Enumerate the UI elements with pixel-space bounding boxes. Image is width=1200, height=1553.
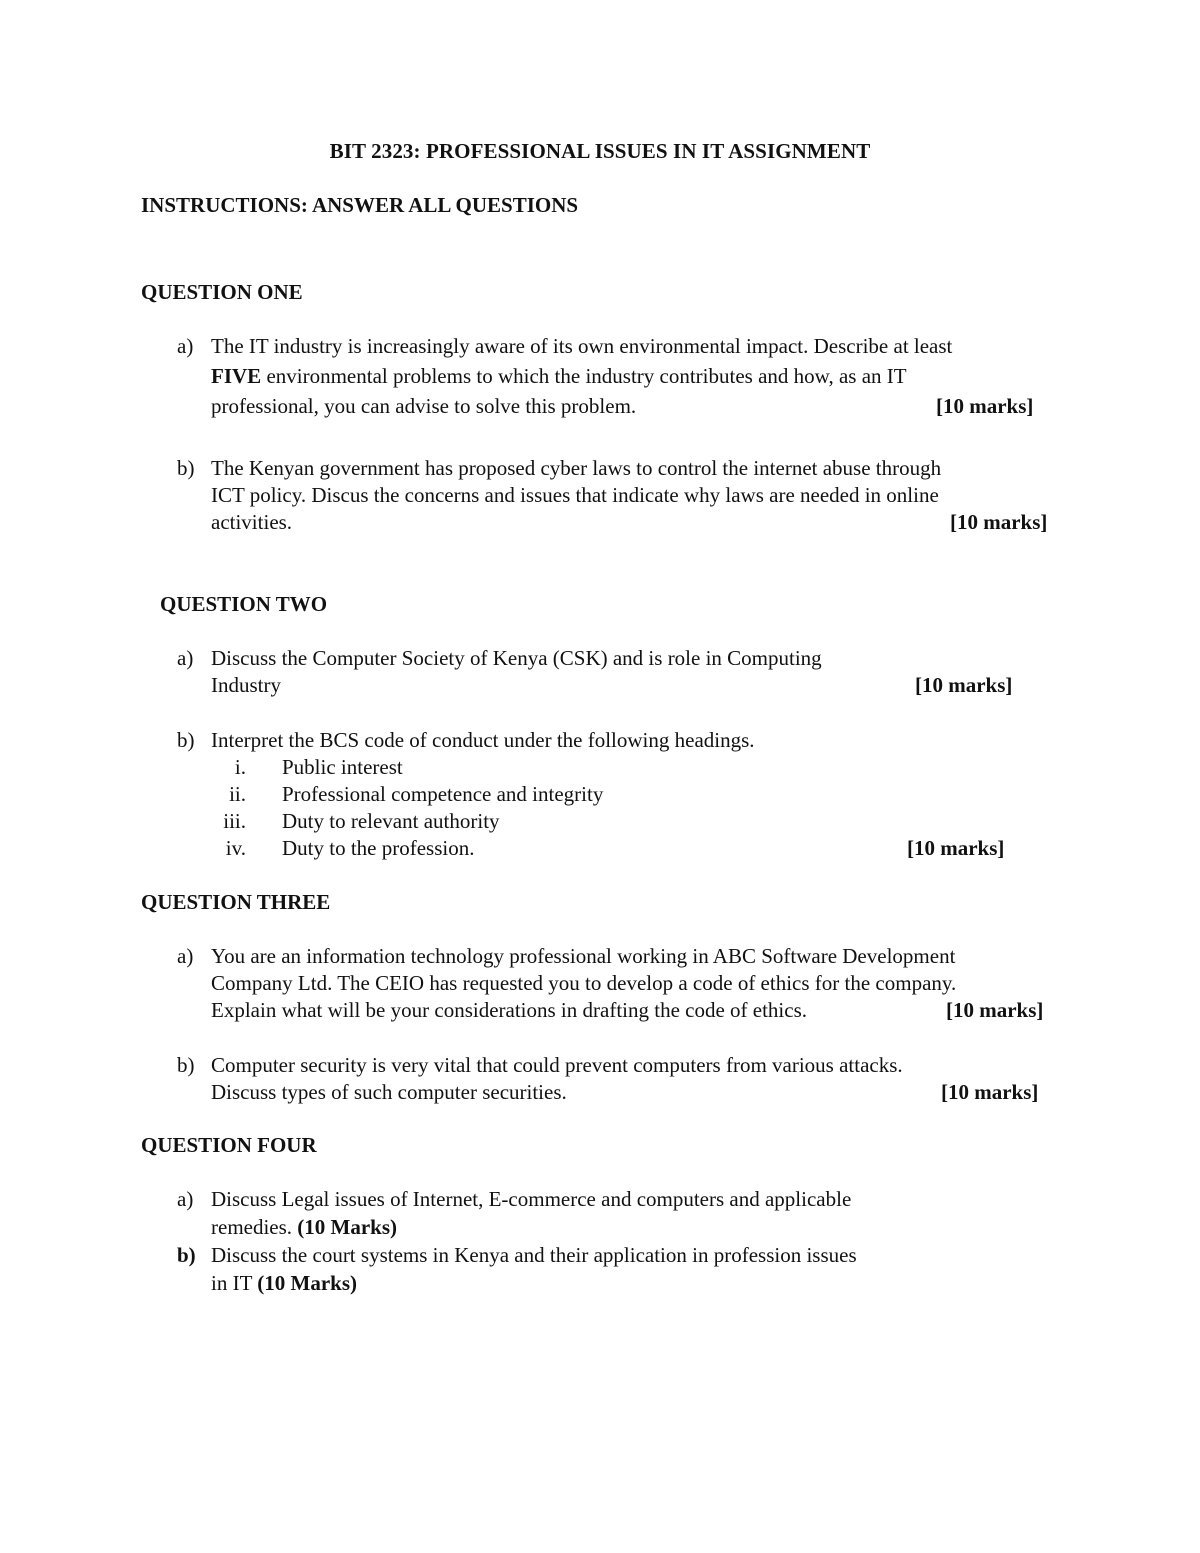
q3b-line2: Discuss types of such computer securities. <box>211 1080 567 1104</box>
q3b-line1: Computer security is very vital that could prevent computers from various attacks. <box>211 1053 903 1077</box>
q1a-letter: a) <box>177 334 194 358</box>
q1a-line2-rest: environmental problems to which the industry contributes and how, as an IT <box>261 364 907 388</box>
q2b-letter: b) <box>177 728 195 752</box>
q2b-item-num: i. <box>234 755 246 779</box>
question-one-heading: QUESTION ONE <box>141 280 303 304</box>
instructions: INSTRUCTIONS: ANSWER ALL QUESTIONS <box>141 193 579 217</box>
question-four-heading: QUESTION FOUR <box>141 1133 317 1157</box>
q4b-marks: (10 Marks) <box>257 1271 358 1295</box>
q1b-line2: ICT policy. Discus the concerns and issues that indicate why laws are needed in online <box>211 483 939 507</box>
q2b-item-num: iv. <box>225 836 246 860</box>
q4b-line2 <box>211 1271 357 1296</box>
q1a-line1: The IT industry is increasingly aware of its own environmental impact. Describe at least <box>211 334 953 358</box>
q1a-line2 <box>211 364 907 389</box>
q2a-line1: Discuss the Computer Society of Kenya (CSK) and is role in Computing <box>211 646 822 670</box>
q4b-line2-text: in IT <box>211 1271 258 1295</box>
q2b-item-text: Public interest <box>282 755 403 779</box>
q4a-line1: Discuss Legal issues of Internet, E-commerce and computers and applicable <box>211 1187 852 1211</box>
q4b-letter: b) <box>177 1243 196 1267</box>
q3b-letter: b) <box>177 1053 195 1077</box>
q4a-line2-text: remedies. <box>211 1215 298 1239</box>
q3a-marks: [10 marks] <box>946 998 1044 1022</box>
q3b-marks: [10 marks] <box>941 1080 1039 1104</box>
q1b-line1: The Kenyan government has proposed cyber laws to control the internet abuse through <box>211 456 942 480</box>
q4a-line2 <box>211 1215 397 1240</box>
q3a-line1: You are an information technology professional working in ABC Software Development <box>211 944 956 968</box>
q1a-line3: professional, you can advise to solve this problem. <box>211 394 637 418</box>
q2a-marks: [10 marks] <box>915 673 1013 697</box>
q2b-line1: Interpret the BCS code of conduct under the following headings. <box>211 728 755 752</box>
q3a-line3: Explain what will be your considerations in drafting the code of ethics. <box>211 998 808 1022</box>
q2b-item-num: ii. <box>229 782 246 806</box>
q2b-item-num: iii. <box>223 809 246 833</box>
q2b-item-text: Professional competence and integrity <box>282 782 604 806</box>
q2a-line2: Industry <box>211 673 281 697</box>
q1b-letter: b) <box>177 456 195 480</box>
q2a-letter: a) <box>177 646 194 670</box>
question-three-heading: QUESTION THREE <box>141 890 331 914</box>
q2b-item-text: Duty to the profession. <box>282 836 475 860</box>
q4a-letter: a) <box>177 1187 194 1211</box>
q3a-letter: a) <box>177 944 194 968</box>
question-two-heading: QUESTION TWO <box>160 592 328 616</box>
q2b-marks: [10 marks] <box>907 836 1005 860</box>
q2b-item-text: Duty to relevant authority <box>282 809 500 833</box>
q1b-marks: [10 marks] <box>950 510 1048 534</box>
q1b-line3: activities. <box>211 510 293 534</box>
q4b-line1: Discuss the court systems in Kenya and their application in profession issues <box>211 1243 857 1267</box>
q3a-line2: Company Ltd. The CEIO has requested you to develop a code of ethics for the company. <box>211 971 957 995</box>
q1a-marks: [10 marks] <box>936 394 1034 418</box>
document-title: BIT 2323: PROFESSIONAL ISSUES IN IT ASSIGNMENT <box>329 139 871 163</box>
q4a-marks: (10 Marks) <box>297 1215 398 1239</box>
q1a-five: FIVE <box>211 364 262 388</box>
